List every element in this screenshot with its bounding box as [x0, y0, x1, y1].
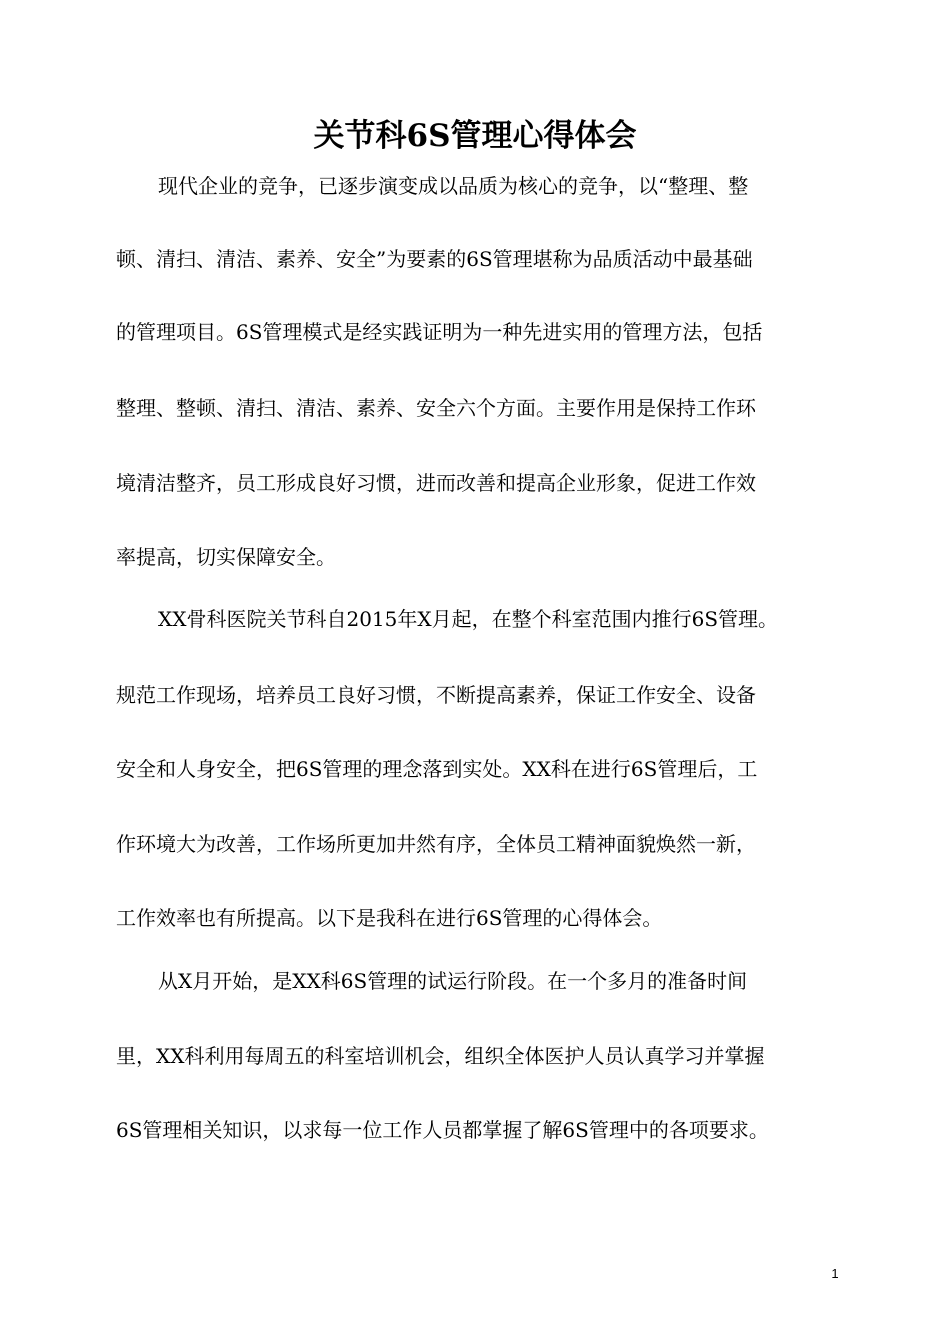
paragraph-2-line-3: 安全和人身安全，把6S管理的理念落到实处。XX科在进行6S管理后，工: [116, 757, 758, 781]
paragraph-1-line-5: 境清洁整齐，员工形成良好习惯，进而改善和提高企业形象，促进工作效: [116, 471, 756, 495]
paragraph-1-line-1: 现代企业的竞争，已逐步演变成以品质为核心的竞争，以“整理、整: [158, 174, 749, 198]
paragraph-1-line-4: 整理、整顿、清扫、清洁、素养、安全六个方面。主要作用是保持工作环: [116, 396, 756, 420]
paragraph-3-line-2: 里，XX科利用每周五的科室培训机会，组织全体医护人员认真学习并掌握: [116, 1044, 765, 1068]
page-number: 1: [831, 1266, 839, 1281]
paragraph-1-line-2: 顿、清扫、清洁、素养、安全”为要素的6S管理堪称为品质活动中最基础: [116, 247, 753, 271]
paragraph-2-line-4: 作环境大为改善，工作场所更加井然有序，全体员工精神面貌焕然一新，: [116, 832, 756, 856]
paragraph-2-line-1: XX骨科医院关节科自2015年X月起，在整个科室范围内推行6S管理。: [158, 607, 779, 631]
paragraph-2-line-2: 规范工作现场，培养员工良好习惯，不断提高素养，保证工作安全、设备: [116, 683, 756, 707]
paragraph-3-line-1: 从X月开始，是XX科6S管理的试运行阶段。在一个多月的准备时间: [158, 969, 748, 993]
paragraph-3-line-3: 6S管理相关知识，以求每一位工作人员都掌握了解6S管理中的各项要求。: [116, 1118, 769, 1142]
paragraph-1-line-6: 率提高，切实保障安全。: [116, 545, 336, 569]
document-title: 关节科6S管理心得体会: [313, 118, 637, 154]
paragraph-2-line-5: 工作效率也有所提高。以下是我科在进行6S管理的心得体会。: [116, 906, 663, 930]
paragraph-1-line-3: 的管理项目。6S管理模式是经实践证明为一种先进实用的管理方法，包括: [116, 320, 763, 344]
